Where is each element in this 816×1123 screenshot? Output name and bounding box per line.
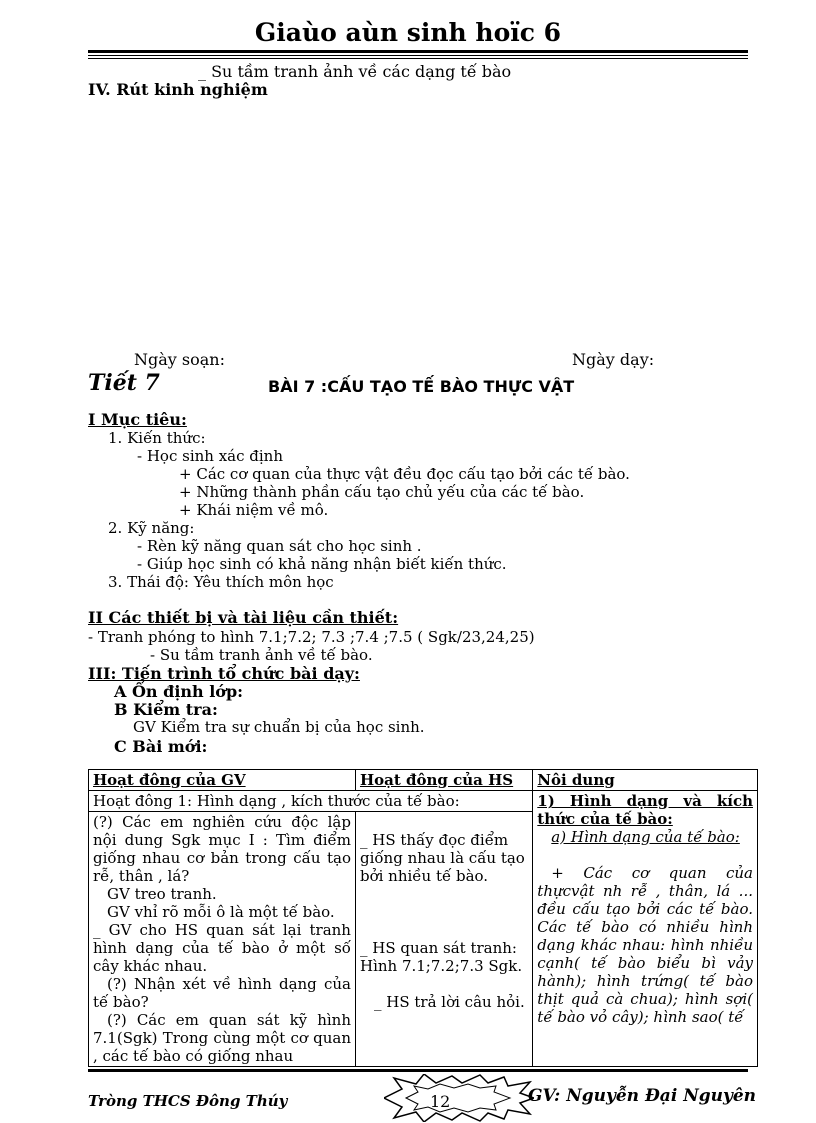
- equipment-item-2: - Su tầm tranh ảnh về tế bào.: [150, 646, 373, 664]
- prep-line: _ Su tầm tranh ảnh về các dạng tế bào: [198, 62, 512, 81]
- header-rule-thick: [88, 50, 748, 53]
- lesson-table: [88, 769, 758, 1067]
- process-heading: III: Tiến trình tổ chức bài dạy:: [88, 664, 360, 683]
- table-hs-cell: [355, 812, 532, 1067]
- page-number: 12: [430, 1092, 451, 1111]
- process-b1: GV Kiểm tra sự chuẩn bị của học sinh.: [133, 718, 425, 736]
- page-number-starburst-icon: [384, 1074, 534, 1122]
- objective-knowledge-a: - Học sinh xác định: [137, 447, 283, 465]
- process-a: A Ổn định lớp:: [114, 682, 244, 701]
- section-iv-heading: IV. Rút kinh nghiệm: [88, 80, 268, 99]
- gv-line: GV vhỉ rõ mỗi ô là một tế bào.: [107, 903, 335, 921]
- table-header-row: [89, 770, 758, 791]
- objective-knowledge-d: + Khái niệm về mô.: [179, 501, 329, 519]
- footer-rule-thick: [88, 1069, 748, 1072]
- objective-knowledge: 1. Kiến thức:: [108, 429, 206, 447]
- objective-skills: 2. Kỹ năng:: [108, 519, 195, 537]
- hs-line: _ HS quan sát tranh: Hình 7.1;7.2;7.3 Sgk.: [359, 939, 523, 975]
- hs-line: _ HS trả lời câu hỏi.: [373, 993, 525, 1011]
- header-rule-thin-2: [88, 58, 748, 59]
- table-activity-cell: Hoạt đông 1: Hình dạng , kích thước của tế bào:: [89, 791, 533, 812]
- objectives-heading: I Mục tiêu:: [88, 410, 187, 429]
- objective-knowledge-b: + Các cơ quan của thực vật đều đọc cấu tạo bởi các tế bào.: [179, 465, 630, 483]
- footer-rule-thin: [88, 1066, 748, 1067]
- page-header-title: Giaùo aùn sinh hoïc 6: [254, 18, 562, 47]
- hs-line: _ HS thấy đọc điểm giống nhau là cấu tạo bởi nhiều tế bào.: [359, 831, 525, 885]
- gv-line: _ GV cho HS quan sát lại tranh hình dạng của tế bào ở một số cây khác nhau.: [93, 921, 351, 975]
- date-day: Ngày dạy:: [572, 350, 655, 369]
- table-activity-row: [89, 791, 758, 812]
- table-header-content: Nôi dung: [533, 770, 758, 791]
- gv-line: (?) Các em quan sát kỹ hình 7.1(Sgk) Trong cùng một cơ quan , các tế bào có giống nhau: [93, 1011, 351, 1065]
- gv-line: GV treo tranh.: [107, 885, 217, 903]
- footer-school: Tròng THCS Đông Thúy: [88, 1092, 288, 1110]
- header-rule-thin: [88, 55, 748, 56]
- objective-skills-b: - Giúp học sinh có khả năng nhận biết kiến thức.: [137, 555, 507, 573]
- lesson-title: BÀI 7 :CẤU TẠO TẾ BÀO THỰC VẬT: [268, 377, 575, 396]
- footer-teacher: GV: Nguyễn Đại Nguyên: [528, 1086, 757, 1106]
- objective-skills-a: - Rèn kỹ năng quan sát cho học sinh .: [137, 537, 422, 555]
- objective-attitude: 3. Thái độ: Yêu thích môn học: [108, 573, 334, 591]
- equipment-heading: II Các thiết bị và tài liệu cần thiết:: [88, 608, 399, 627]
- content-subheading: a) Hình dạng của tế bào:: [551, 828, 740, 846]
- equipment-item-1: - Tranh phóng to hình 7.1;7.2; 7.3 ;7.4 ;7.5 ( Sgk/23,24,25): [88, 628, 535, 646]
- table-content-cell: [533, 791, 758, 1067]
- process-b: B Kiểm tra:: [114, 700, 218, 719]
- table-gv-cell: [89, 812, 356, 1067]
- content-text: + Các cơ quan của thựcvật nh rễ , thân, lá ... đều cấu tạo bởi các tế bào. Các tế bào có nhiều hình dạng khác nhau: hình nhiều cạnh( tế bào biểu bì vảy hành); hình trứng( tế bào thịt quả cà chua); hình sợi( tế bào vỏ cây); hình sao( tế: [537, 864, 753, 1026]
- gv-line: (?) Nhận xét về hình dạng của tế bào?: [93, 975, 351, 1011]
- gv-line: (?) Các em nghiên cứu độc lập nội dung Sgk mục I : Tìm điểm giống nhau cơ bản trong cấu tạo rễ, thân , lá?: [93, 813, 351, 885]
- table-header-hs: Hoạt đông của HS: [355, 770, 532, 791]
- content-heading: 1) Hình dạng và kích thức của tế bào:: [537, 792, 753, 828]
- table-header-gv: Hoạt đông của GV: [89, 770, 356, 791]
- objective-knowledge-c: + Những thành phần cấu tạo chủ yếu của các tế bào.: [179, 483, 585, 501]
- date-soan: Ngày soạn:: [134, 350, 225, 369]
- lesson-tiet: Tiết 7: [88, 370, 160, 396]
- process-c: C Bài mới:: [114, 737, 208, 756]
